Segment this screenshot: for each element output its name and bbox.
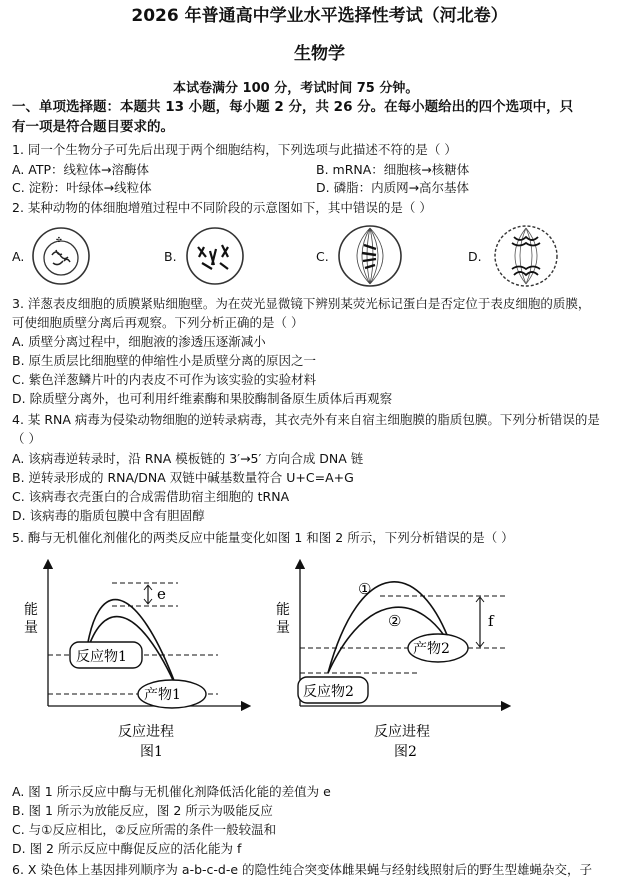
fig1-product-label: 产物1 [144,687,181,703]
section-heading-line2: 有一项是符合题目要求的。 [12,119,174,135]
cell-diagram-d [490,223,562,289]
fig2-curve2-label: ② [388,612,402,630]
q5-stem: 5. 酶与无机催化剂催化的两类反应中能量变化如图 1 和图 2 所示，下列分析错误的是（ ） [12,530,514,545]
q4-option-b: B. 逆转录形成的 RNA/DNA 双链中碱基数量符合 U+C=A+G [12,470,354,485]
q4-option-a: A. 该病毒逆转录时，沿 RNA 模板链的 3′→5′ 方向合成 DNA 链 [12,451,364,466]
cell-diagram-b [180,225,250,287]
fig1-ylabel-1: 能 [24,602,38,618]
fig2-ylabel-2: 量 [276,620,290,636]
q5-option-c: C. 与①反应相比，②反应所需的条件一般较温和 [12,822,277,837]
q3-stem-line1: 3. 洋葱表皮细胞的质膜紧贴细胞壁。为在荧光显微镜下辨别某荧光标记蛋白是否定位于表皮细胞的质膜， [12,296,591,311]
svg-text:✣: ✣ [56,236,62,244]
q1-option-d: D. 磷脂：内质网→高尔基体 [316,180,470,195]
q2-option-b: B. [164,249,177,264]
fig1-gap-label: e [157,585,166,603]
q2-option-a: A. [12,249,25,264]
exam-title: 2026 年普通高中学业水平选择性考试（河北卷） [131,6,508,26]
q5-option-d: D. 图 2 所示反应中酶促反应的活化能为 f [12,841,242,856]
fig2-caption: 图2 [394,744,417,760]
fig2-ylabel-1: 能 [276,602,290,618]
fig2-product-label: 产物2 [413,641,450,657]
q5-option-b: B. 图 1 所示为放能反应，图 2 所示为吸能反应 [12,803,273,818]
fig1-ylabel-2: 量 [24,620,38,636]
q2-stem: 2. 某种动物的体细胞增殖过程中不同阶段的示意图如下，其中错误的是（ ） [12,200,432,215]
q4-stem-line2: （ ） [12,431,41,446]
section-heading-line1: 一、单项选择题：本题共 13 小题，每小题 2 分，共 26 分。在每小题给出的四个选项中，只 [12,99,574,115]
q3-option-a: A. 质壁分离过程中，细胞液的渗透压逐渐减小 [12,334,266,349]
q3-option-c: C. 紫色洋葱鳞片叶的内表皮不可作为该实验的实验材料 [12,372,317,387]
q4-option-d: D. 该病毒的脂质包膜中含有胆固醇 [12,508,205,523]
q4-option-c: C. 该病毒衣壳蛋白的合成需借助宿主细胞的 tRNA [12,489,290,504]
q6-stem: 6. X 染色体上基因排列顺序为 a-b-c-d-e 的隐性纯合突变体雌果蝇与经射线照射后的野生型雄蝇杂交，子 [12,862,593,877]
fig1-xlabel: 反应进程 [118,724,174,740]
q2-option-d: D. [468,249,482,264]
subject-title: 生物学 [294,44,345,64]
fig1-reactant-label: 反应物1 [76,649,127,665]
fig1-caption: 图1 [140,744,163,760]
q1-option-c: C. 淀粉：叶绿体→线粒体 [12,180,152,195]
q3-stem-line2: 可使细胞质壁分离后再观察。下列分析正确的是（ ） [12,315,304,330]
energy-figure-1 [18,556,258,764]
cell-diagram-a [26,225,96,287]
q4-stem-line1: 4. 某 RNA 病毒为侵染动物细胞的逆转录病毒，其衣壳外有来自宿主细胞膜的脂质包膜。下列分析错误的是 [12,412,600,427]
q2-option-c: C. [316,249,329,264]
q5-option-a: A. 图 1 所示反应中酶与无机催化剂降低活化能的差值为 e [12,784,331,799]
energy-figure-2 [270,556,530,764]
q3-option-b: B. 原生质层比细胞壁的伸缩性小是质壁分离的原因之一 [12,353,317,368]
q3-option-d: D. 除质壁分离外，也可利用纤维素酶和果胶酶制备原生质体后再观察 [12,391,393,406]
exam-info: 本试卷满分 100 分，考试时间 75 分钟。 [173,81,419,96]
fig2-xlabel: 反应进程 [374,724,430,740]
fig2-gap-label: f [488,612,494,630]
fig2-curve1-label: ① [358,580,372,598]
q1-stem: 1. 同一个生物分子可先后出现于两个细胞结构，下列选项与此描述不符的是（ ） [12,142,457,157]
cell-diagram-c [334,223,406,289]
q1-option-b: B. mRNA：细胞核→核糖体 [316,162,470,177]
q1-option-a: A. ATP：线粒体→溶酶体 [12,162,150,177]
fig2-reactant-label: 反应物2 [303,684,354,700]
